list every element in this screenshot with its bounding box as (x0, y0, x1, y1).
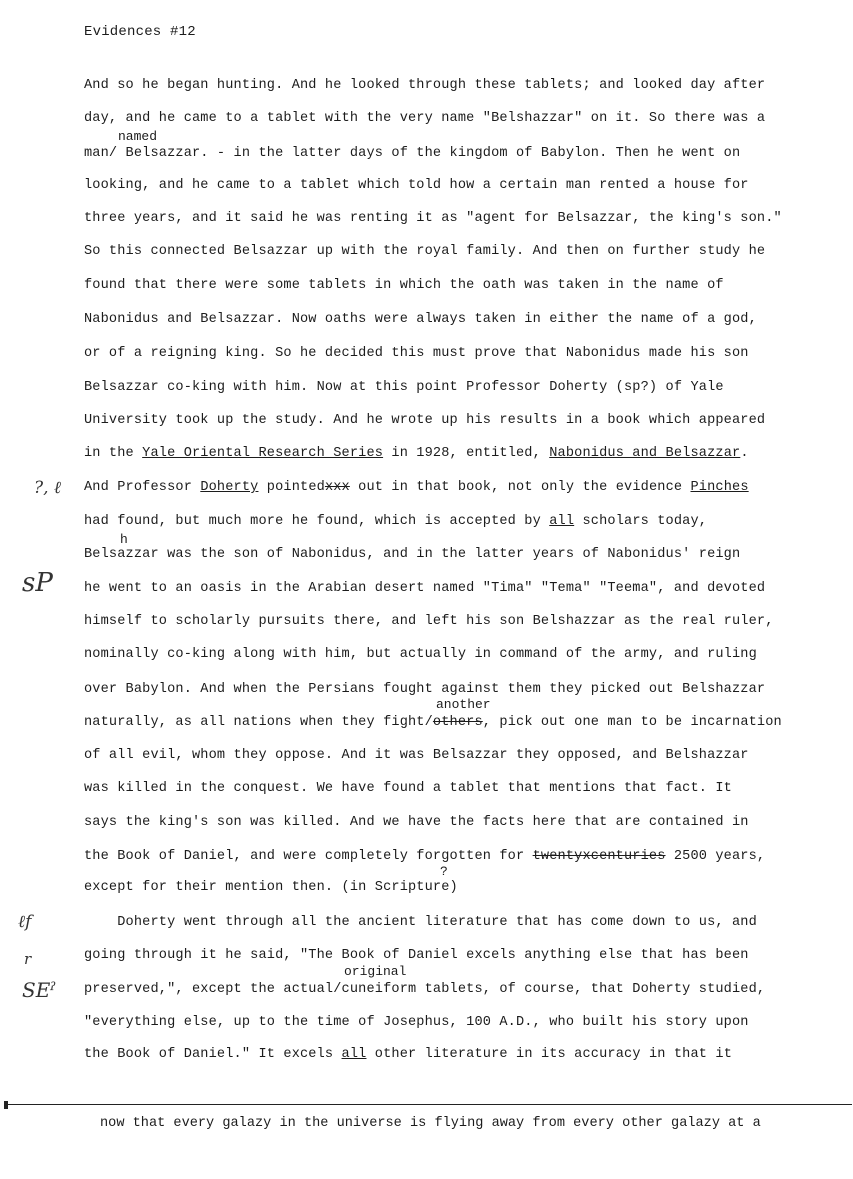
handwritten-insert: named (118, 129, 158, 144)
handwritten-insert: ? (440, 864, 448, 879)
text-line: preserved,", except the actual/cuneiform tablets, of course, that Doherty studied, (84, 982, 766, 997)
struck-text: twentyxcenturies (532, 849, 666, 864)
handwritten-insert: another (436, 697, 491, 712)
text-segment: . (740, 446, 749, 461)
text-line: "everything else, up to the time of Josephus, 100 A.D., who built his story upon (84, 1015, 749, 1030)
text-segment: the Book of Daniel, and were completely forgotten for (84, 849, 533, 864)
margin-note: SEˀ (22, 978, 56, 1002)
text-line: day, and he came to a tablet with the very name "Belshazzar" on it. So there was a (84, 111, 766, 126)
text-line: was killed in the conquest. We have found a tablet that mentions that fact. It (84, 781, 732, 796)
text-line: Belsazzar was the son of Nabonidus, and in the latter years of Nabonidus' reign (84, 547, 741, 562)
text-line: three years, and it said he was renting it as "agent for Belsazzar, the king's son." (84, 211, 782, 226)
text-line (84, 480, 749, 495)
text-segment: in 1928, entitled, (383, 446, 550, 461)
page-divider (6, 1104, 852, 1105)
text-line: looking, and he came to a tablet which told how a certain man rented a house for (84, 178, 749, 193)
margin-note: r (24, 950, 32, 968)
text-segment: in the (84, 446, 143, 461)
next-page-text: now that every galazy in the universe is flying away from every other galazy at a (100, 1116, 761, 1131)
text-line: of all evil, whom they oppose. And it was Belsazzar they opposed, and Belshazzar (84, 748, 749, 763)
text-segment: had found, but much more he found, which is accepted by (84, 514, 550, 529)
text-segment: out in that book, not only the evidence (349, 480, 691, 495)
underlined-name: Doherty (200, 480, 259, 495)
text-line: man/ Belsazzar. - in the latter days of the kingdom of Babylon. Then he went on (84, 146, 741, 161)
margin-note: ℓf (18, 912, 32, 932)
underlined-word: all (549, 514, 575, 529)
page-divider-mark (4, 1101, 8, 1109)
text-segment: 2500 years, (665, 849, 766, 864)
handwritten-insert: h (120, 532, 128, 547)
book-title: Nabonidus and Belsazzar (549, 446, 741, 461)
text-segment: other literature in its accuracy in that it (366, 1047, 733, 1062)
text-line (84, 514, 707, 529)
handwritten-insert: original (344, 964, 407, 979)
text-segment: And Professor (84, 480, 201, 495)
text-line: or of a reigning king. So he decided this must prove that Nabonidus made his son (84, 346, 749, 361)
text-line: Doherty went through all the ancient literature that has come down to us, and (84, 915, 757, 930)
margin-note: ?, ℓ (34, 478, 62, 498)
text-line: over Babylon. And when the Persians fought against them they picked out Belshazzar (84, 682, 766, 697)
text-segment: scholars today, (574, 514, 708, 529)
text-line (84, 715, 782, 730)
page-header: Evidences #12 (84, 24, 196, 40)
struck-text: xxx (324, 480, 350, 495)
text-line: Nabonidus and Belsazzar. Now oaths were always taken in either the name of a god, (84, 312, 757, 327)
text-line (84, 446, 749, 461)
text-line: So this connected Belsazzar up with the royal family. And then on further study he (84, 244, 766, 259)
underlined-word: all (341, 1047, 367, 1062)
text-line: says the king's son was killed. And we have the facts here that are contained in (84, 815, 749, 830)
margin-note: sP (22, 568, 53, 598)
text-segment: pointed (258, 480, 325, 495)
text-line (84, 1047, 732, 1062)
text-segment: the Book of Daniel." It excels (84, 1047, 342, 1062)
struck-text: others (432, 715, 483, 730)
underlined-name: Pinches (690, 480, 749, 495)
text-segment: , pick out one man to be incarnation (482, 715, 782, 730)
text-line: Belsazzar co-king with him. Now at this point Professor Doherty (sp?) of Yale (84, 380, 724, 395)
text-line: himself to scholarly pursuits there, and left his son Belshazzar as the real ruler, (84, 614, 774, 629)
text-line: found that there were some tablets in which the oath was taken in the name of (84, 278, 724, 293)
text-segment: naturally, as all nations when they fight/ (84, 715, 433, 730)
text-line: University took up the study. And he wrote up his results in a book which appeared (84, 413, 766, 428)
text-line: nominally co-king along with him, but actually in command of the army, and ruling (84, 647, 757, 662)
text-line: he went to an oasis in the Arabian desert named "Tima" "Tema" "Teema", and devoted (84, 581, 766, 596)
text-line: And so he began hunting. And he looked through these tablets; and looked day after (84, 78, 766, 93)
text-line: going through it he said, "The Book of Daniel excels anything else that has been (84, 948, 749, 963)
series-title: Yale Oriental Research Series (142, 446, 384, 461)
text-line: except for their mention then. (in Scripture) (84, 880, 458, 895)
text-line (84, 849, 765, 864)
